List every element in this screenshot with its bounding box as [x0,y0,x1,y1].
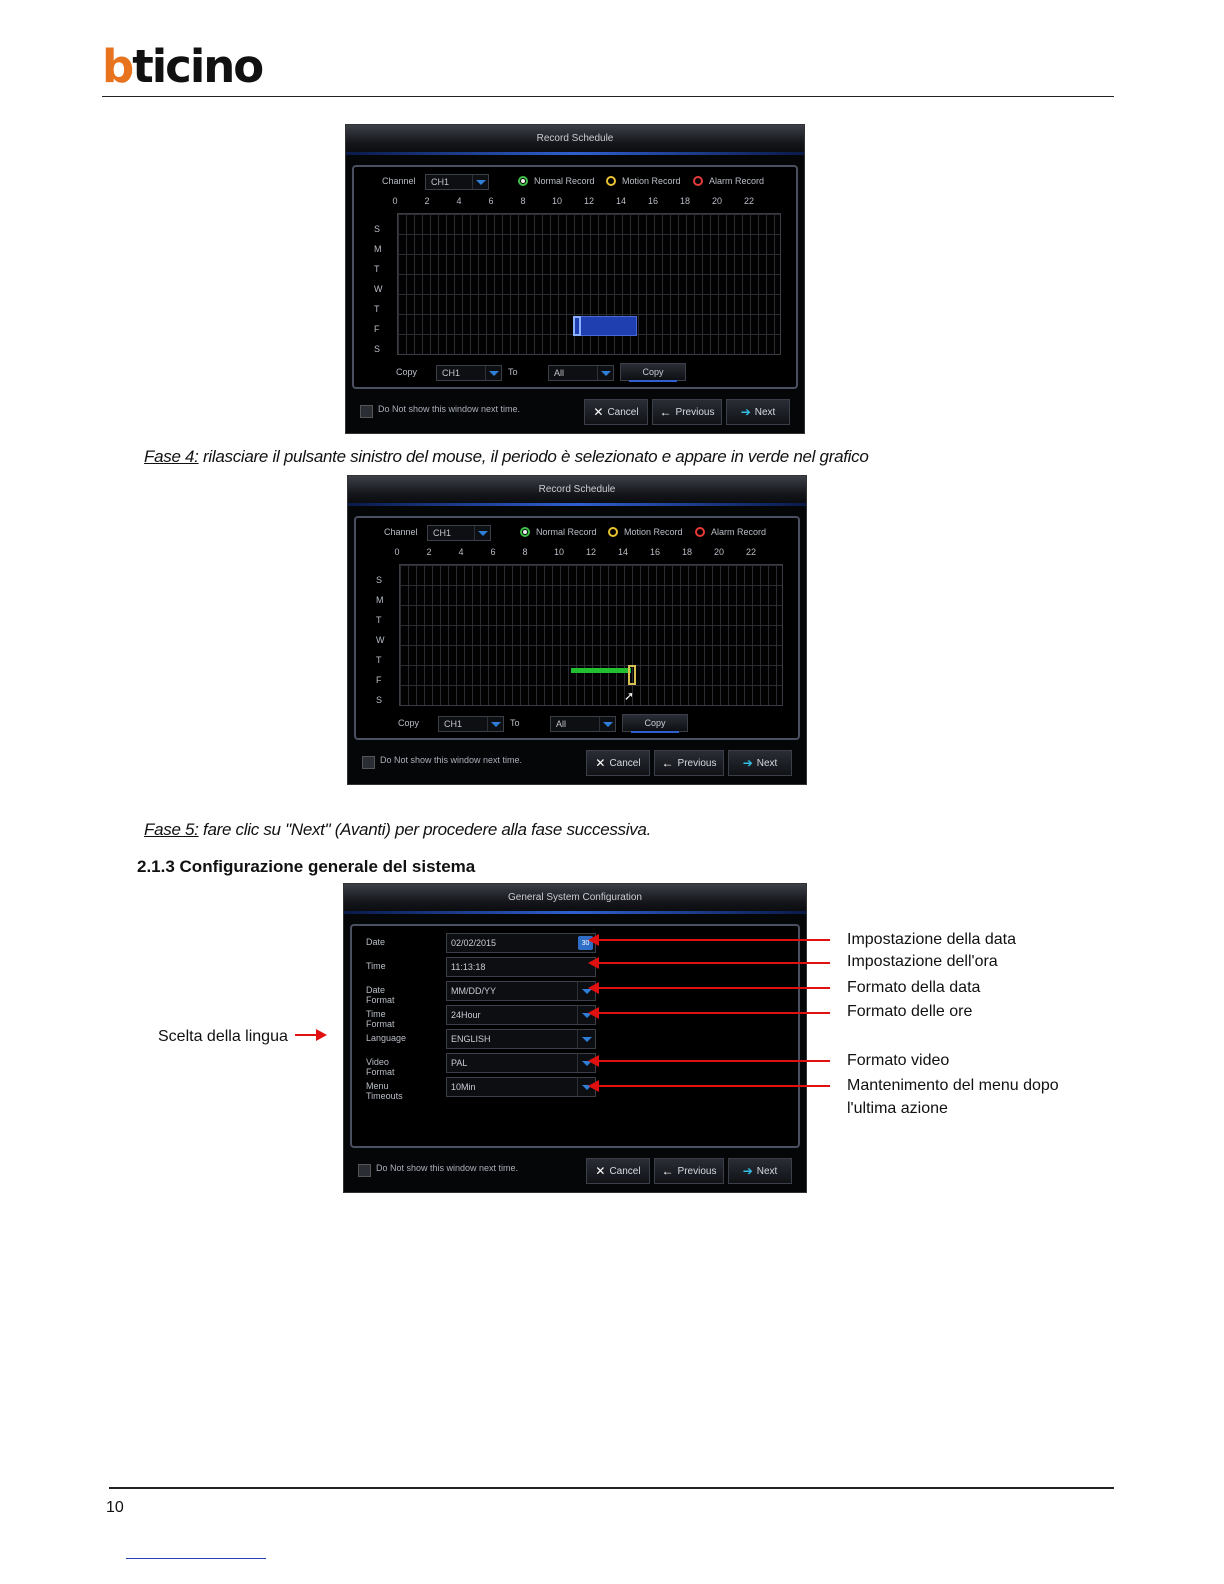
channel-select[interactable]: CH1 [425,174,489,190]
do-not-show-label: Do Not show this window next time. [378,404,521,414]
day-label: T [374,264,380,274]
annotation-line-menu-timeout [598,1085,830,1087]
day-label: F [374,324,380,334]
config-panel [350,924,800,1148]
hour-label: 6 [490,547,496,557]
caption-text: rilasciare il pulsante sinistro del mouse, il periodo è selezionato e appare in verde nel grafico [198,447,869,466]
dialog-title: General System Configuration [344,884,806,914]
chevron-down-icon [485,366,501,380]
day-label: T [376,615,382,625]
arrow-left-icon: ← [661,1164,674,1178]
copy-label: Copy [398,718,420,728]
recorded-period-green [571,668,631,673]
close-icon: ✕ [593,405,604,419]
record-schedule-dialog-1 [345,124,805,434]
hour-label: 8 [520,196,526,206]
next-button[interactable]: ➔ Next [726,399,790,425]
time-format-label: Time Format [366,1009,395,1029]
hour-label: 10 [553,547,565,557]
time-label: Time [366,961,386,971]
previous-button[interactable]: ← Previous [654,1158,724,1184]
to-label: To [510,718,520,728]
hour-label: 22 [745,547,757,557]
arrow-left-icon [588,957,599,969]
arrow-left-icon: ← [659,405,672,419]
next-button[interactable]: ➔ Next [728,1158,792,1184]
radio-normal-record[interactable] [518,176,528,186]
annotation-video-format: Formato video [847,1052,950,1069]
hour-label: 14 [615,196,627,206]
day-label: S [374,344,381,354]
caption-text: fare clic su "Next" (Avanti) per procedere alla fase successiva. [198,820,652,839]
copy-from-select[interactable]: CH1 [438,716,504,732]
arrow-right-icon: ➔ [740,405,751,419]
header-divider [102,96,1114,97]
arrow-left-icon [588,1007,599,1019]
copy-to-select[interactable]: All [550,716,616,732]
day-label: W [374,284,383,294]
logo-rest: ticino [132,40,263,93]
annotation-menu-timeout-1: Mantenimento del menu dopo [847,1077,1059,1094]
dialog-title: Record Schedule [346,125,804,155]
annotation-time-format: Formato delle ore [847,1003,973,1020]
day-axis [374,213,398,355]
annotation-line-date-format [598,987,830,989]
hour-label: 16 [649,547,661,557]
hour-label: 10 [551,196,563,206]
dialog-title: Record Schedule [348,476,806,506]
menu-timeouts-select[interactable]: 10Min [446,1077,596,1097]
hour-axis [394,547,781,559]
channel-select[interactable]: CH1 [427,525,491,541]
channel-label: Channel [384,527,418,537]
do-not-show-checkbox[interactable] [362,756,375,769]
calendar-icon[interactable]: 30 [578,936,593,950]
legend [520,527,807,539]
arrow-right-icon: ➔ [742,756,753,770]
legend-alarm: Alarm Record [709,176,765,186]
caption-step: Fase 4: [144,447,199,466]
language-select[interactable]: ENGLISH [446,1029,596,1049]
hour-label: 22 [743,196,755,206]
hour-label: 20 [713,547,725,557]
dialog-footer [350,1156,800,1186]
hour-label: 6 [488,196,494,206]
legend [518,176,805,188]
caption-fase-4 [144,447,869,467]
radio-alarm-record[interactable] [693,176,703,186]
date-label: Date [366,937,386,947]
general-system-config-dialog [343,883,807,1193]
selection-handle [573,316,581,336]
cancel-button[interactable]: ✕ Cancel [584,399,648,425]
annotation-line-time [598,962,830,964]
time-field[interactable]: 11:13:18 [446,957,596,977]
annotation-date-format: Formato della data [847,979,981,996]
chevron-down-icon [474,526,490,540]
annotation-line-language [295,1034,317,1036]
next-button[interactable]: ➔ Next [728,750,792,776]
legend-normal: Normal Record [536,527,597,537]
copy-button[interactable]: Copy [622,714,688,732]
chevron-down-icon [599,717,615,731]
record-schedule-dialog-2 [347,475,807,785]
page-number: 10 [106,1499,124,1516]
annotation-language: Scelta della lingua [158,1028,288,1045]
date-format-select[interactable]: MM/DD/YY [446,981,596,1001]
hour-label: 12 [583,196,595,206]
dialog-footer [354,748,800,778]
hour-label: 2 [426,547,432,557]
hour-label: 12 [585,547,597,557]
arrow-left-icon [588,1080,599,1092]
annotation-line-video-format [598,1060,830,1062]
previous-button[interactable]: ← Previous [654,750,724,776]
chevron-down-icon [577,1030,595,1048]
chevron-down-icon [597,366,613,380]
hour-axis [392,196,779,208]
do-not-show-label: Do Not show this window next time. [380,755,523,765]
hour-label: 18 [681,547,693,557]
hour-label: 2 [424,196,430,206]
selection-handle [628,665,636,685]
do-not-show-checkbox[interactable] [360,405,373,418]
previous-button[interactable]: ← Previous [652,399,722,425]
bticino-logo [102,40,274,93]
legend-motion: Motion Record [624,527,683,537]
caption-step: Fase 5: [144,820,199,839]
annotation-line-date [598,939,830,941]
menu-timeouts-label: Menu Timeouts [366,1081,403,1101]
date-field[interactable]: 02/02/2015 30 [446,933,596,953]
day-axis [376,564,400,706]
copy-button[interactable]: Copy [620,363,686,381]
selection-in-progress [573,316,637,336]
copy-label: Copy [396,367,418,377]
schedule-panel [352,165,798,389]
day-label: W [376,635,385,645]
arrow-left-icon: ← [661,756,674,770]
arrow-right-icon: ➔ [742,1164,753,1178]
day-label: M [374,244,382,254]
radio-motion-record[interactable] [606,176,616,186]
arrow-right-icon [316,1029,327,1041]
footer-divider [109,1487,1114,1489]
dialog-footer [352,397,798,427]
schedule-grid[interactable] [399,564,783,706]
mouse-cursor-icon: ➚ [624,689,635,703]
time-format-select[interactable]: 24Hour [446,1005,596,1025]
arrow-left-icon [588,982,599,994]
day-label: S [374,224,381,234]
legend-motion: Motion Record [622,176,681,186]
annotation-menu-timeout-2: l'ultima azione [847,1100,948,1117]
day-label: M [376,595,384,605]
chevron-down-icon [487,717,503,731]
day-label: T [374,304,380,314]
chevron-down-icon [472,175,488,189]
channel-label: Channel [382,176,416,186]
video-format-select[interactable]: PAL [446,1053,596,1073]
close-icon: ✕ [595,1164,606,1178]
hour-label: 0 [394,547,400,557]
annotation-date: Impostazione della data [847,931,1016,948]
do-not-show-label: Do Not show this window next time. [376,1163,519,1173]
date-format-label: Date Format [366,985,395,1005]
cancel-button[interactable]: ✕ Cancel [586,1158,650,1184]
caption-fase-5 [144,820,651,840]
legend-alarm: Alarm Record [711,527,767,537]
day-label: F [376,675,382,685]
hour-label: 4 [456,196,462,206]
arrow-left-icon [588,934,599,946]
footer-link-underline [126,1558,266,1559]
hour-label: 4 [458,547,464,557]
close-icon: ✕ [595,756,606,770]
schedule-panel [354,516,800,740]
hour-label: 0 [392,196,398,206]
to-label: To [508,367,518,377]
hour-label: 8 [522,547,528,557]
language-label: Language [366,1033,407,1043]
logo-first-letter: b [102,40,133,93]
hour-label: 16 [647,196,659,206]
radio-normal-record[interactable] [520,527,530,537]
hour-label: 20 [711,196,723,206]
do-not-show-checkbox[interactable] [358,1164,371,1177]
hour-label: 18 [679,196,691,206]
section-heading: 2.1.3 Configurazione generale del sistema [137,857,476,876]
cancel-button[interactable]: ✕ Cancel [586,750,650,776]
annotation-line-time-format [598,1012,830,1014]
legend-normal: Normal Record [534,176,595,186]
copy-from-select[interactable]: CH1 [436,365,502,381]
day-label: S [376,695,383,705]
copy-to-select[interactable]: All [548,365,614,381]
arrow-left-icon [588,1055,599,1067]
day-label: S [376,575,383,585]
hour-label: 14 [617,547,629,557]
radio-motion-record[interactable] [608,527,618,537]
day-label: T [376,655,382,665]
annotation-time: Impostazione dell'ora [847,953,998,970]
radio-alarm-record[interactable] [695,527,705,537]
schedule-grid[interactable] [397,213,781,355]
video-format-label: Video Format [366,1057,395,1077]
